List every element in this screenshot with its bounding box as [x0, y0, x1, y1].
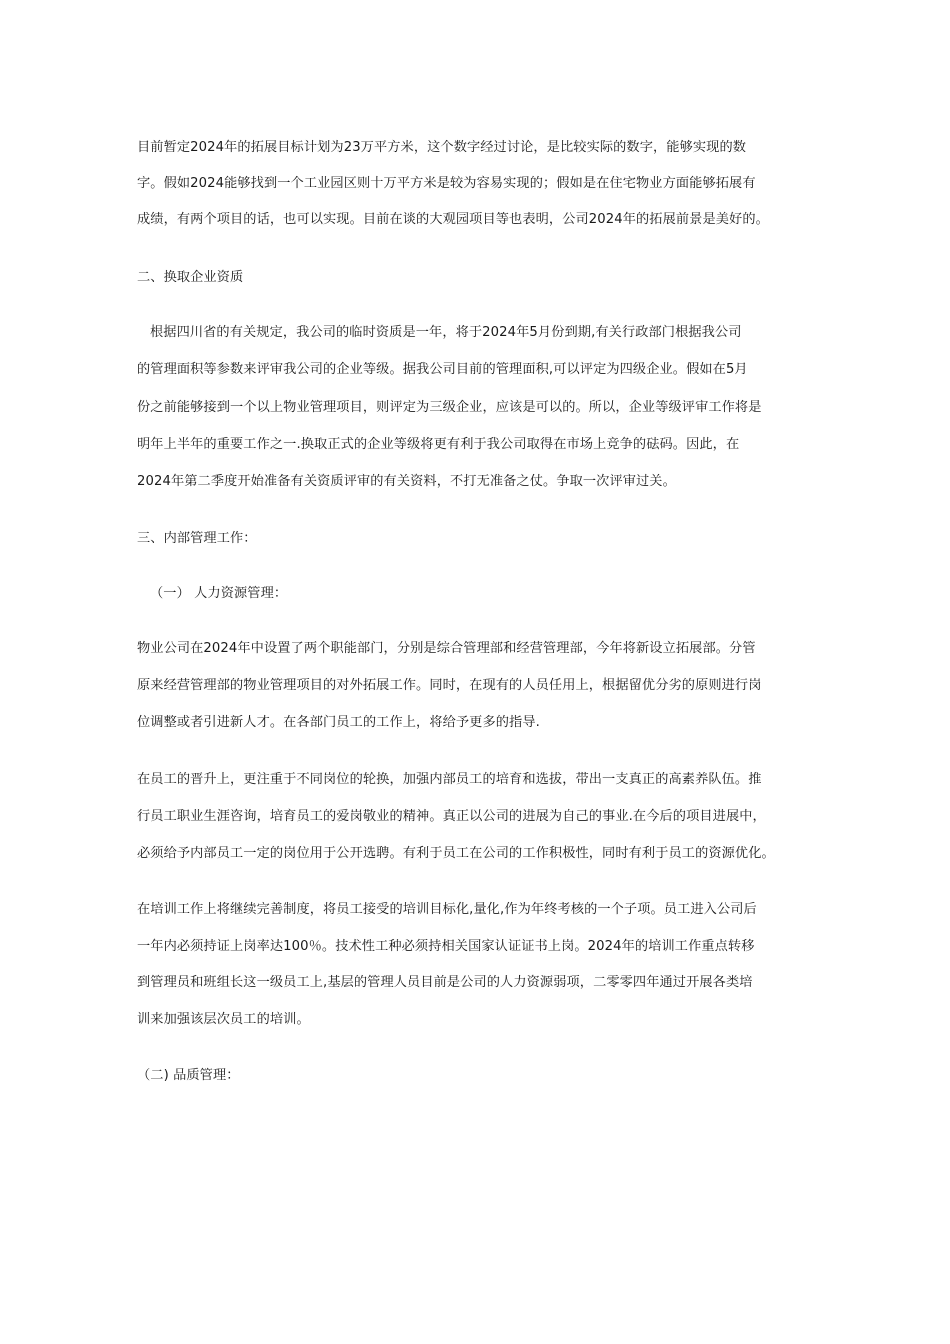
subsection-heading: （二) 品质管理：: [137, 1068, 240, 1083]
paragraph-line: 一年内必须持证上岗率达100％。技术性工种必须持相关国家认证证书上岗。2024年的培训工作重点转移: [137, 939, 755, 954]
paragraph-line: 目前暂定2024年的拓展目标计划为23万平方米，这个数字经过讨论，是比较实际的数字，能够实现的数: [137, 140, 747, 155]
paragraph-line: 位调整或者引进新人才。在各部门员工的工作上，将给予更多的指导.: [137, 715, 540, 730]
paragraph-line: 的管理面积等参数来评审我公司的企业等级。据我公司目前的管理面积,可以评定为四级企业。假如在5月: [137, 362, 748, 377]
paragraph-line: 行员工职业生涯咨询，培育员工的爱岗敬业的精神。真正以公司的进展为自己的事业.在今后的项目进展中，: [137, 809, 766, 824]
paragraph-line: 物业公司在2024年中设置了两个职能部门，分别是综合管理部和经营管理部，今年将新设立拓展部。分管: [137, 641, 756, 656]
paragraph-line: 根据四川省的有关规定，我公司的临时资质是一年，将于2024年5月份到期,有关行政部门根据我公司: [150, 325, 742, 340]
section-heading: 二、换取企业资质: [137, 270, 244, 285]
subsection-heading: （一） 人力资源管理：: [150, 586, 288, 601]
paragraph-line: 原来经营管理部的物业管理项目的对外拓展工作。同时，在现有的人员任用上，根据留优分劣的原则进行岗: [137, 678, 762, 693]
paragraph-line: 到管理员和班组长这一级员工上,基层的管理人员目前是公司的人力资源弱项，二零零四年通过开展各类培: [137, 975, 753, 990]
paragraph-line: 字。假如2024能够找到一个工业园区则十万平方米是较为容易实现的；假如是在住宅物业方面能够拓展有: [137, 176, 756, 191]
paragraph-line: 份之前能够接到一个以上物业管理项目，则评定为三级企业，应该是可以的。所以，企业等级评审工作将是: [137, 400, 762, 415]
paragraph-line: 在员工的晋升上，更注重于不同岗位的轮换，加强内部员工的培育和选拔，带出一支真正的高素养队伍。推: [137, 772, 762, 787]
paragraph-line: 必须给予内部员工一定的岗位用于公开选聘。有利于员工在公司的工作积极性，同时有利于员工的资源优化。: [137, 846, 775, 861]
paragraph-line: 在培训工作上将继续完善制度，将员工接受的培训目标化,量化,作为年终考核的一个子项。员工进入公司后: [137, 902, 757, 917]
paragraph-line: 成绩，有两个项目的话，也可以实现。目前在谈的大观园项目等也表明，公司2024年的拓展前景是美好的。: [137, 212, 769, 227]
paragraph-line: 明年上半年的重要工作之一.换取正式的企业等级将更有利于我公司取得在市场上竞争的砝码。因此，在: [137, 437, 740, 452]
section-heading: 三、内部管理工作：: [137, 531, 257, 546]
paragraph-line: 训来加强该层次员工的培训。: [137, 1012, 310, 1027]
paragraph-line: 2024年第二季度开始准备有关资质评审的有关资料，不打无准备之仗。争取一次评审过关。: [137, 474, 676, 489]
